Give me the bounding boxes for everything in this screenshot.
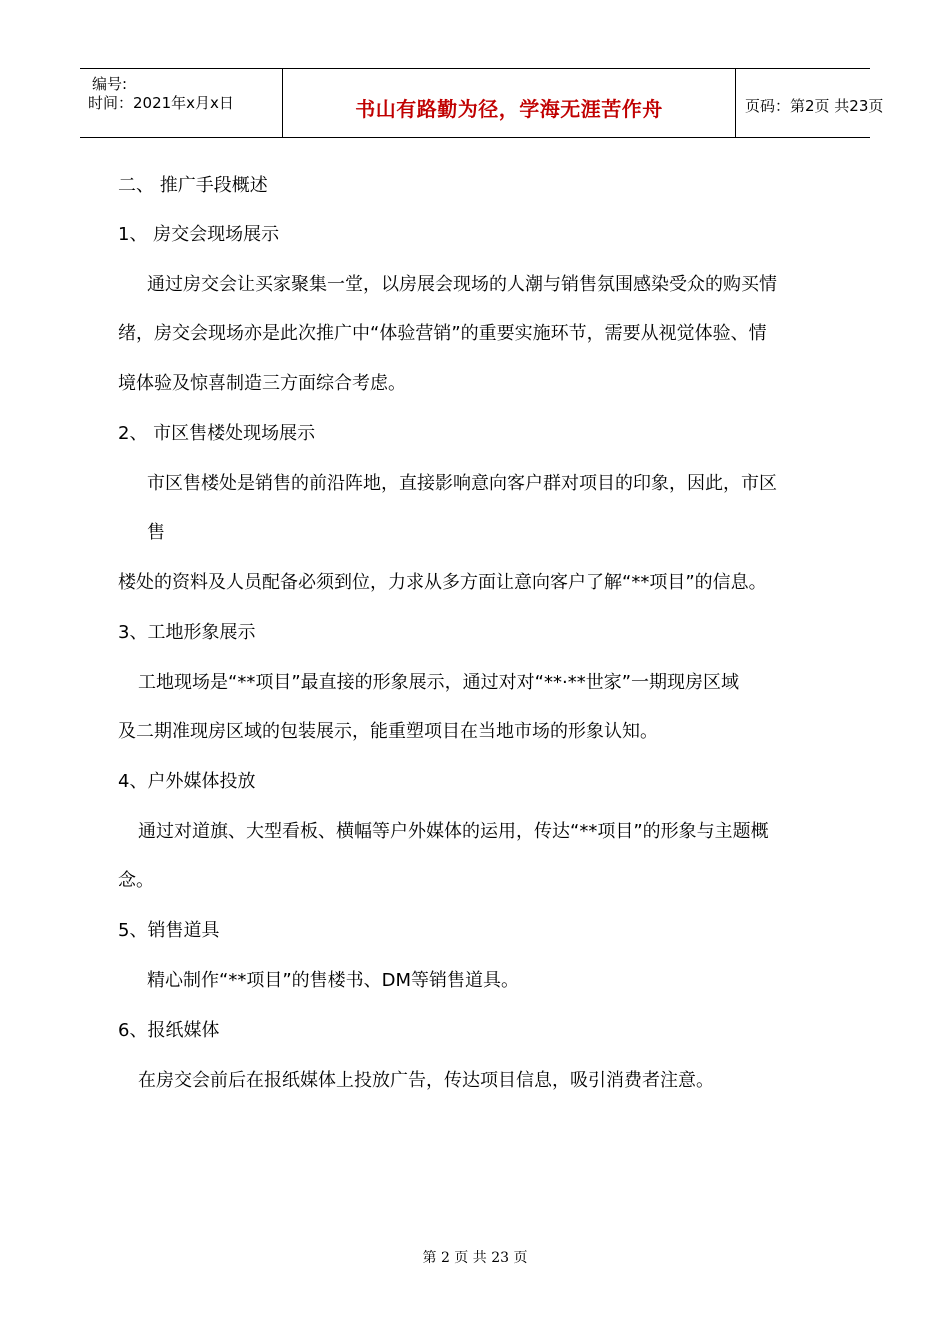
item3-paragraph-line2: 及二期准现房区域的包装展示，能重塑项目在当地市场的形象认知。	[118, 721, 658, 742]
item1-title: 1、 房交会现场展示	[118, 224, 280, 245]
section-title: 二、 推广手段概述	[118, 175, 268, 196]
header-motto: 书山有路勤为径，学海无涯苦作舟	[355, 97, 663, 121]
document-time-label: 时间：2021年x月x日	[88, 94, 234, 112]
item4-paragraph-line2: 念。	[118, 870, 154, 891]
item2-paragraph-line1: 市区售楼处是销售的前沿阵地，直接影响意向客户群对项目的印象，因此，市区	[147, 473, 777, 494]
item4-title: 4、户外媒体投放	[118, 771, 256, 792]
item1-paragraph-line1: 通过房交会让买家聚集一堂，以房展会现场的人潮与销售氛围感染受众的购买情	[147, 274, 777, 295]
item2-title: 2、 市区售楼处现场展示	[118, 423, 316, 444]
item5-paragraph-line1: 精心制作“**项目”的售楼书、DM等销售道具。	[147, 970, 520, 991]
item6-paragraph-line1: 在房交会前后在报纸媒体上投放广告，传达项目信息，吸引消费者注意。	[138, 1070, 714, 1091]
item1-paragraph-line3: 境体验及惊喜制造三方面综合考虑。	[118, 373, 406, 394]
item3-paragraph-line1: 工地现场是“**项目”最直接的形象展示，通过对对“**·**世家”一期现房区域	[138, 672, 740, 693]
item4-paragraph-line1: 通过对道旗、大型看板、横幅等户外媒体的运用，传达“**项目”的形象与主题概	[138, 821, 769, 842]
item1-paragraph-line2: 绪，房交会现场亦是此次推广中“体验营销”的重要实施环节，需要从视觉体验、情	[118, 323, 767, 344]
item2-paragraph-line2: 售	[147, 522, 165, 543]
item3-title: 3、工地形象展示	[118, 622, 256, 643]
item5-title: 5、销售道具	[118, 920, 220, 941]
header-middle-cell	[282, 69, 736, 137]
page-header	[80, 68, 884, 138]
header-left-cell	[80, 69, 282, 137]
header-page-info: 页码：第2页 共23页	[745, 97, 884, 115]
header-right-cell	[735, 69, 884, 137]
document-number-label: 编号:	[92, 75, 128, 93]
page-footer: 第 2 页 共 23 页	[422, 1250, 528, 1266]
item2-paragraph-line3: 楼处的资料及人员配备必须到位，力求从多方面让意向客户了解“**项目”的信息。	[118, 572, 767, 593]
item6-title: 6、报纸媒体	[118, 1020, 220, 1041]
